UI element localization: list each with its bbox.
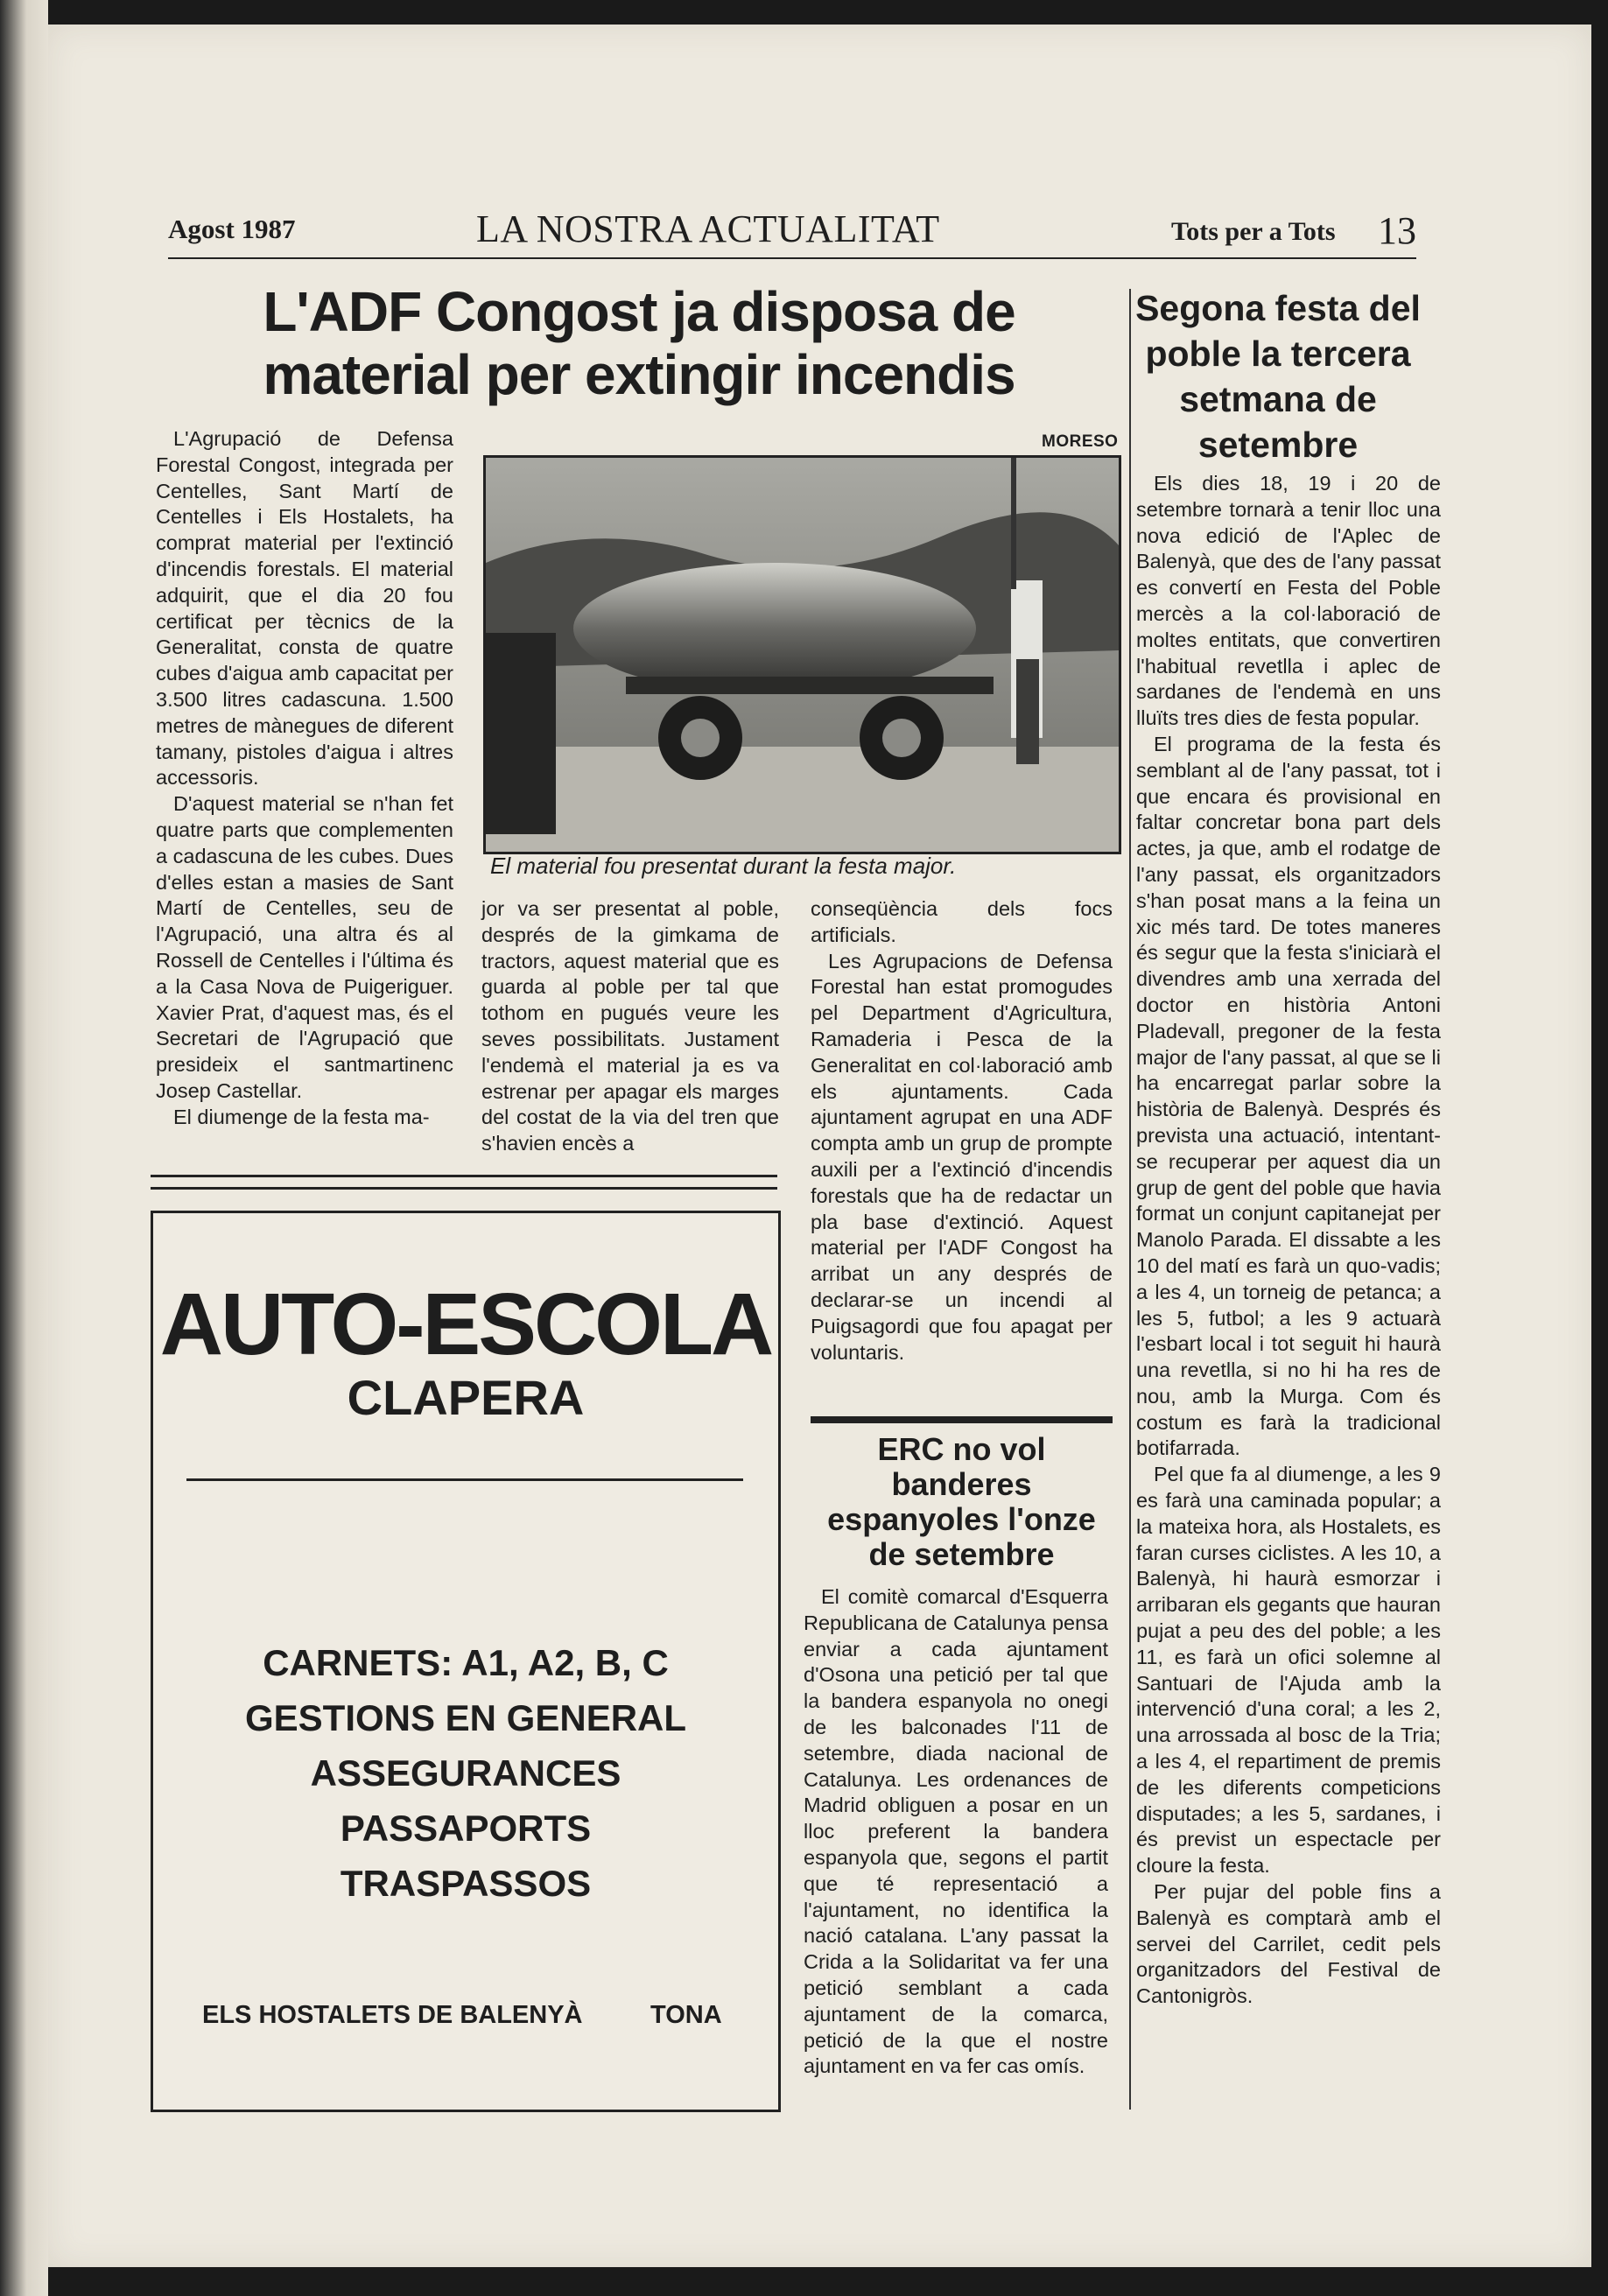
section-rule xyxy=(151,1187,777,1190)
paragraph: L'Agrupació de Defensa Forestal Congost, integrada per Centelles, Sant Martí de Centelles i Els Hostalets, ha comprat material per l'extinció d'incendis forestals. El material adquirit, que el dia 20 fou certificat per tècnics de la Generalitat, consta de quatre cubes d'aigua amb capacitat per 3.500 litres cadascuna. 1.500 metres de mànegues de diferent tamany, pistoles d'aigua i altres accessoris. xyxy=(156,427,453,790)
advert-location-right: TONA xyxy=(650,2001,722,2029)
main-headline: L'ADF Congost ja disposa de material per extingir incendis xyxy=(263,280,1015,406)
paragraph: conseqüència dels focs artificials. xyxy=(811,897,1113,946)
page-number: 13 xyxy=(1378,209,1416,252)
paragraph: jor va ser presentat al poble, després de la gimkama de tractors, aquest material que es guarda al poble per tal que tothom en pugués veure les seves possibilitats. Justament l'endemà el material ja es va estrenar per apagar els marges del costat de la via del tren que s'havien encès a xyxy=(481,897,779,1155)
advert-service: CARNETS: A1, A2, B, C xyxy=(263,1642,669,1683)
erc-headline: ERC no vol banderes espanyoles l'onze de setembre xyxy=(827,1431,1096,1572)
tanker-illustration xyxy=(486,458,1119,852)
erc-top-rule xyxy=(811,1416,1113,1423)
festa-headline: Segona festa del poble la tercera setmana de setembre xyxy=(1135,288,1421,465)
paragraph: Les Agrupacions de Defensa Forestal han estat promogudes pel Department d'Agricultura, Ramaderia i Pesca de la Generalitat en col·laboració amb els ajuntaments. Cada ajuntament agrupat en una ADF compta amb un grup de prompte auxili per a l'extinció d'incendis forestals que ha de redactar un pla base d'extinció. Aquest material per l'ADF Congost ha arribat un any després de declarar-se un incendi al Puigsagordi que fou apagat per voluntaris. xyxy=(811,949,1113,1364)
advert-name: AUTO-ESCOLA xyxy=(159,1275,772,1373)
main-article-col2 xyxy=(481,896,779,1157)
paragraph: El diumenge de la festa ma- xyxy=(173,1105,430,1128)
advert-rule xyxy=(186,1478,743,1481)
column-divider xyxy=(1129,289,1131,2110)
auto-escola-advert xyxy=(151,1211,781,2112)
page-header xyxy=(168,208,1416,259)
section-title: LA NOSTRA ACTUALITAT xyxy=(476,207,940,250)
paragraph: Els dies 18, 19 i 20 de setembre tornarà a tenir lloc una nova edició de l'Aplec de Balenyà, que des de l'any passat es convertí en Festa del Poble mercès a la col·laboració de moltes entitats, que convertiren l'habitual revetlla i aplec de sardanes de l'endemà en uns lluïts tres dies de festa popular. xyxy=(1136,472,1441,730)
main-article-col1 xyxy=(156,426,453,1131)
paragraph: Pel que fa al diumenge, a les 9 es farà una caminada popular; a la mateixa hora, als Hostalets, es faran curses ciclistes. A les 10, a Balenyà, hi haurà esmorzar i arribaran els gegants que hauran pujat a peu des del poble; a les 11, es farà un ofici solemne al Santuari de l'Ajuda amb la intervenció d'una coral; a les 2, una arrossada al bosc de la Tria; a les 4, el repartiment de premis de les diferents competicions disputades; a les 5, sardanes, i és previst un espectacle per cloure la festa. xyxy=(1136,1463,1441,1878)
paragraph: D'aquest material se n'han fet quatre parts que complementen a cadascuna de les cubes. Dues d'elles estan a masies de Sant Martí de Centelles, seu de l'Agrupació, una altra és al Rossell de Centelles i l'última és a la Casa Nova de Puigeriguer. Xavier Prat, d'aquest mas, és el Secretari de l'Agrupació que presideix el santmartinenc Josep Castellar. xyxy=(156,792,453,1102)
fire-tanker-photo xyxy=(483,455,1121,854)
advert-location-left: ELS HOSTALETS DE BALENYÀ xyxy=(202,2001,583,2029)
issue-date: Agost 1987 xyxy=(168,214,296,244)
festa-article-body xyxy=(1136,471,1441,2010)
publication-name: Tots per a Tots xyxy=(1171,217,1336,246)
paragraph: Per pujar del poble fins a Balenyà es comptarà amb el servei del Carrilet, cedit pels organitzadors del Festival de Cantonigròs. xyxy=(1136,1880,1441,2008)
advert-subtitle: CLAPERA xyxy=(347,1370,585,1425)
photo-caption: El material fou presentat durant la festa major. xyxy=(490,853,957,879)
advert-service: TRASPASSOS xyxy=(340,1863,592,1904)
paragraph: El comitè comarcal d'Esquerra Republicana de Catalunya pensa enviar a cada ajuntament d'Osona una petició per tal que la bandera espanyola no onegi de les balconades l'11 de setembre, diada nacional de Catalunya. Les ordenances de Madrid obliguen a posar en un lloc preferent la bandera espanyola que, segons el partit que té representació a l'ajuntament, no identifica la nació catalana. L'any passat la Crida a la Solidaritat va fer una petició semblant a cada ajuntament de la comarca, petició de la que el nostre ajuntament en va fer cas omís. xyxy=(804,1585,1108,2078)
section-rule xyxy=(151,1175,777,1177)
photo-credit: MORESO xyxy=(1042,432,1119,451)
advert-service: GESTIONS EN GENERAL xyxy=(244,1697,687,1738)
erc-article-body xyxy=(804,1584,1108,2080)
paragraph: El programa de la festa és semblant al de l'any passat, tot i que encara és provisional en faltar concretar bona part dels actes, ja que, amb el rodatge de l'any passat, els organitzadors s'han posat mans a la feina un xic més tard. De totes maneres és segur que la festa s'iniciarà el divendres amb una xerrada del doctor en història Antoni Pladevall, pregoner de la festa major de l'any passat, al que se li ha encarregat parlar sobre la història de Balenyà. Després és prevista una actuació, intentant-se recuperar per aquest dia un grup de gent del poble que havia format un conjunt capitanejat per Manolo Parada. El dissabte a les 10 del matí es farà un quo-vadis; a les 4, un torneig de petanca; a les 5, futbol; a les 9 actuarà l'esbart local i tot seguit hi haurà una revetlla, si no hi ha res de nou, amb la Murga. Com és costum es farà la tradicional botifarrada. xyxy=(1136,732,1441,1460)
advert-service: ASSEGURANCES xyxy=(310,1752,621,1794)
advert-service: PASSAPORTS xyxy=(340,1808,592,1849)
main-article-col3 xyxy=(811,896,1113,1366)
page-spine xyxy=(0,0,48,2296)
